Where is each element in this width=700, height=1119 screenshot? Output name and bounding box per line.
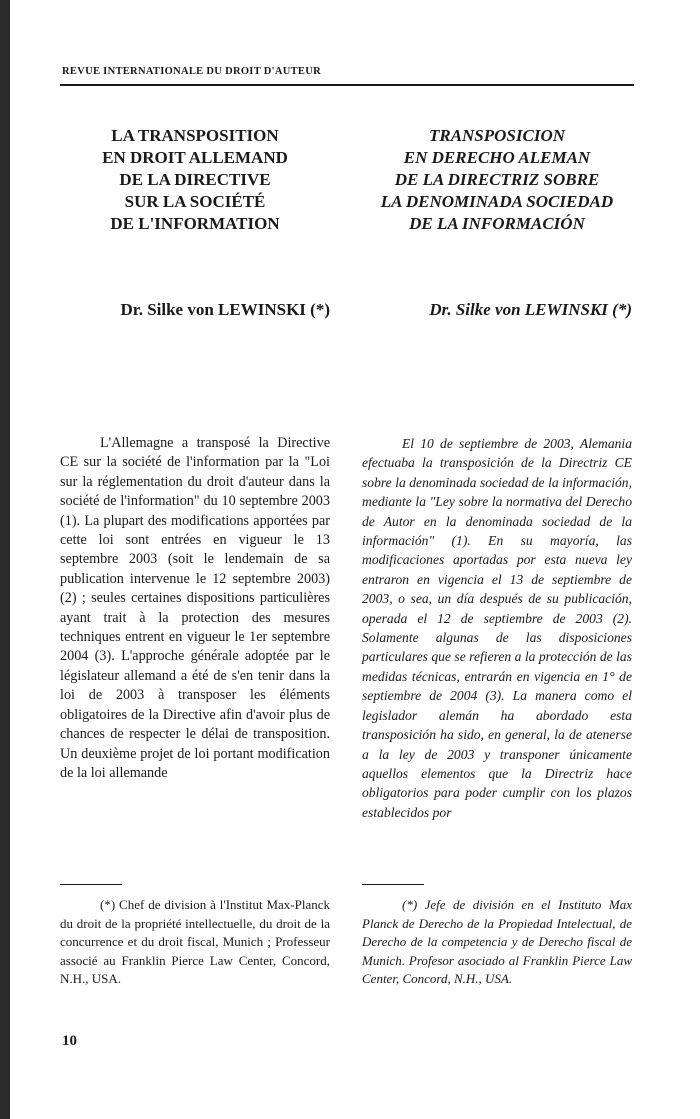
title-es-line: DE LA DIRECTRIZ SOBRE bbox=[394, 170, 600, 189]
header-rule bbox=[60, 84, 634, 86]
title-fr-line: DE LA DIRECTIVE bbox=[119, 170, 271, 189]
author-es: Dr. Silke von LEWINSKI (*) bbox=[429, 300, 632, 319]
author-fr: Dr. Silke von LEWINSKI (*) bbox=[120, 300, 330, 319]
body-fr: L'Allemagne a transposé la Directive CE sur la société de l'information par la "Loi sur la réglementation du droit d'auteur dans la société de l'information" du 10 septembre 2003 (1). La plupart des modifications apportées par cette loi sont entrées en vigueur le 13 septembre 2003 (soit le lendemain de sa publication intervenue le 12 septembre 2003) (2) ; seules certaines dispositions particulières ayant trait à la protection des mesures techniques entrent en vigueur le 1er septembre 2004 (3). L'approche générale adoptée par le législateur allemand a été de s'en tenir dans la loi de 2003 à transposer les éléments obligatoires de la Directive afin d'avoir plus de chances de respecter le délai de transposition. Un deuxième projet de loi portant modification de la loi allemande bbox=[60, 435, 330, 781]
footnote-rule-fr bbox=[60, 884, 122, 885]
title-fr-line: LA TRANSPOSITION bbox=[111, 126, 279, 145]
footnote-es: (*) Jefe de división en el Instituto Max Planck de Derecho de la Propiedad Intelectual, de Derecho de la competencia y de Derecho fiscal de Munich. Profesor asociado al Franklin Pierce Law Center, Concord, N.H., USA. bbox=[362, 897, 632, 987]
footnote-fr: (*) Chef de division à l'Institut Max-Planck du droit de la propriété intellectuelle, du droit de la concurrence et du droit fiscal, Munich ; Professeur associé au Franklin Pierce Law Center, Concord, N.H., USA. bbox=[60, 897, 330, 987]
title-es-line: TRANSPOSICION bbox=[428, 126, 566, 145]
title-fr-line: EN DROIT ALLEMAND bbox=[102, 148, 288, 167]
title-es-line: EN DERECHO ALEMAN bbox=[403, 148, 591, 167]
footnote-rule-es bbox=[362, 884, 424, 885]
title-fr-line: SUR LA SOCIÉTÉ bbox=[124, 192, 266, 211]
title-es-line: LA DENOMINADA SOCIEDAD bbox=[380, 192, 614, 211]
body-es: El 10 de septiembre de 2003, Alemania efectuaba la transposición de la Directriz CE sobre la denominada sociedad de la información, mediante la "Ley sobre la normativa del Derecho de Autor en la denominada sociedad de la información" (1). En su mayoría, las modificaciones aportadas por esta nueva ley entraron en vigencia el 13 de septiembre de 2003, o sea, un día después de su publicación, operada el 12 de septiembre de 2003 (2). Solamente algunas de las disposiciones particulares que se refieren a la protección de las medidas técnicas, entrarán en vigencia en 1° de septiembre de 2004 (3). La manera como el legislador alemán ha abordado esta transposición ha sido, en general, la de atenerse a la ley de 2003 y transponer únicamente aquellos elementos que la Directriz hace obligatorios para poder cumplir con los plazos establecidos por bbox=[362, 436, 632, 820]
running-head: REVUE INTERNATIONALE DU DROIT D'AUTEUR bbox=[62, 66, 321, 77]
title-fr bbox=[60, 125, 330, 235]
title-es bbox=[362, 125, 632, 235]
title-es-line: DE LA INFORMACIÓN bbox=[409, 214, 585, 233]
page-number: 10 bbox=[62, 1033, 77, 1049]
page-edge-shadow bbox=[0, 0, 10, 1119]
title-fr-line: DE L'INFORMATION bbox=[110, 214, 280, 233]
